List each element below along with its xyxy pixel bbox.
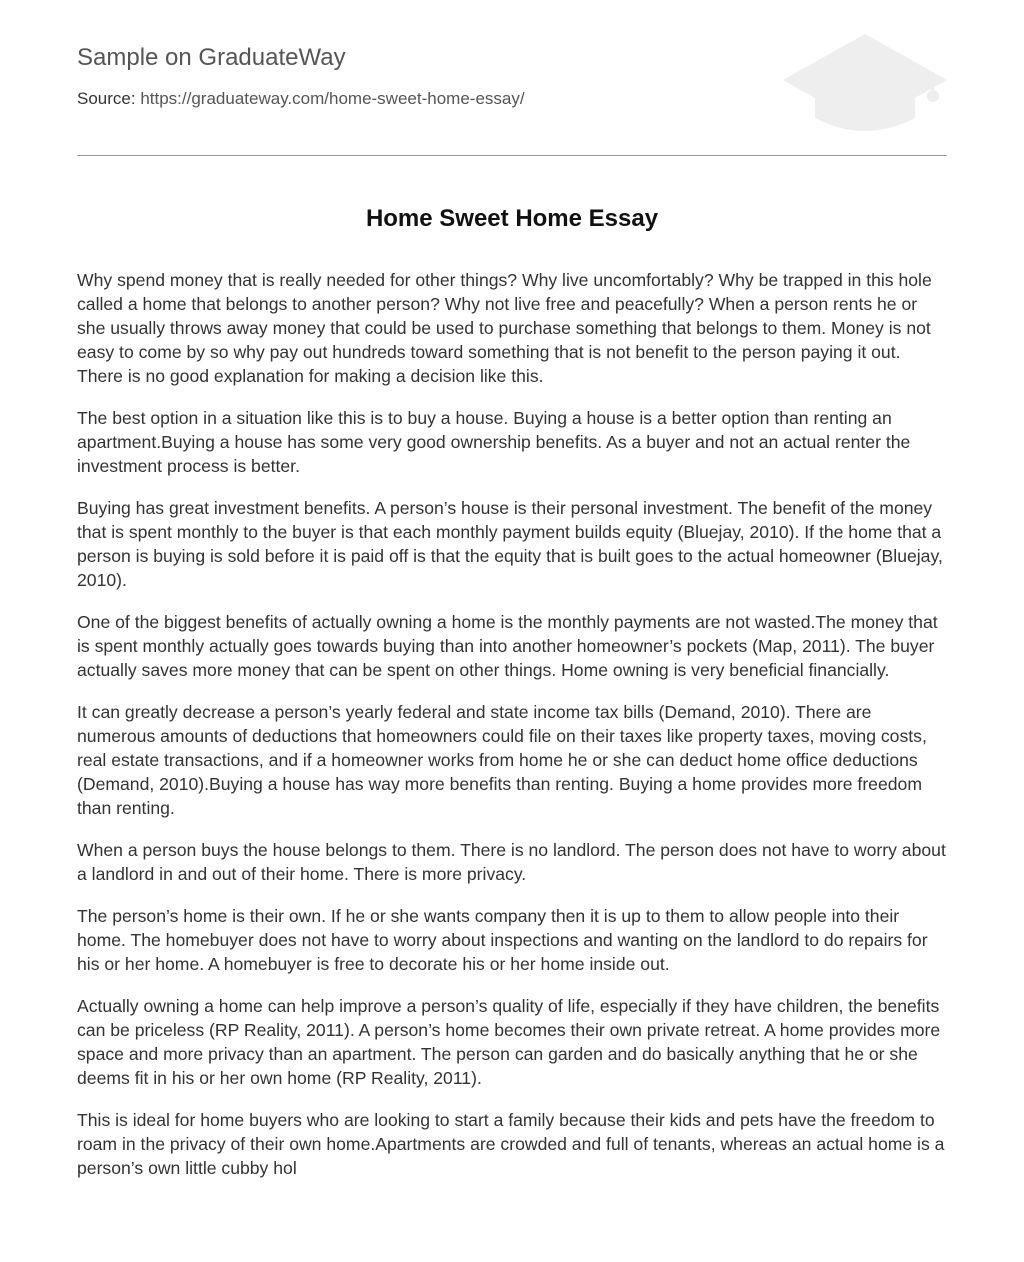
essay-paragraph: It can greatly decrease a person’s yearly federal and state income tax bills (Demand, 2010). There are numerous amounts of deductions that homeowners could file on their taxes like property taxes, moving costs, real estate transactions, and if a homeowner works from home he or she can deduct home office deductions (Demand, 2010).Buying a house has way more benefits than renting. Buying a home provides more freedom than renting. <box>77 702 927 818</box>
source-link[interactable]: https://graduateway.com/home-sweet-home-essay/ <box>140 89 525 108</box>
header-divider <box>77 155 947 156</box>
essay-paragraph: When a person buys the house belongs to them. There is no landlord. The person does not have to worry about a landlord in and out of their home. There is more privacy. <box>77 840 946 884</box>
essay-paragraph: Actually owning a home can help improve a person’s quality of life, especially if they have children, the benefits can be priceless (RP Reality, 2011). A person’s home becomes their own private retreat. A home provides more space and more privacy than an apartment. The person can garden and do basically anything that he or she deems fit in his or her own home (RP Reality, 2011). <box>77 996 941 1088</box>
essay-paragraph: Buying has great investment benefits. A person’s house is their personal investment. The benefit of the money that is spent monthly to the buyer is that each monthly payment builds equity (Bluejay, 2010). If the home that a person is buying is sold before it is paid off is that the equity that is built goes to the actual homeowner (Bluejay, 2010). <box>77 498 943 590</box>
site-title: Sample on GraduateWay <box>77 44 346 71</box>
source-line <box>77 89 525 109</box>
page-header <box>77 0 947 156</box>
essay-body <box>77 268 947 1198</box>
source-label: Source: <box>77 89 136 108</box>
graduation-cap-icon <box>781 30 949 134</box>
essay-paragraph: One of the biggest benefits of actually owning a home is the monthly payments are not wasted.The money that is spent monthly actually goes towards buying than into another homeowner’s pockets (Map, 2011). The buyer actually saves more money that can be spent on other things. Home owning is very beneficial financially. <box>77 612 938 680</box>
essay-paragraph: Why spend money that is really needed for other things? Why live uncomfortably? Why be trapped in this hole called a home that belongs to another person? Why not live free and peacefully? When a person rents he or she usually throws away money that could be used to purchase something that belongs to them. Money is not easy to come by so why pay out hundreds toward something that is not benefit to the person paying it out. There is no good explanation for making a decision like this. <box>77 270 932 386</box>
essay-paragraph: This is ideal for home buyers who are looking to start a family because their kids and pets have the freedom to roam in the privacy of their own home.Apartments are crowded and full of tenants, whereas an actual home is a person’s own little cubby hol <box>77 1110 945 1178</box>
essay-paragraph: The best option in a situation like this is to buy a house. Buying a house is a better option than renting an apartment.Buying a house has some very good ownership benefits. As a buyer and not an actual renter the investment process is better. <box>77 408 911 476</box>
essay-title: Home Sweet Home Essay <box>365 205 659 232</box>
essay-paragraph: The person’s home is their own. If he or she wants company then it is up to them to allow people into their home. The homebuyer does not have to worry about inspections and wanting on the landlord to do repairs for his or her home. A homebuyer is free to decorate his or her home inside out. <box>77 906 928 974</box>
